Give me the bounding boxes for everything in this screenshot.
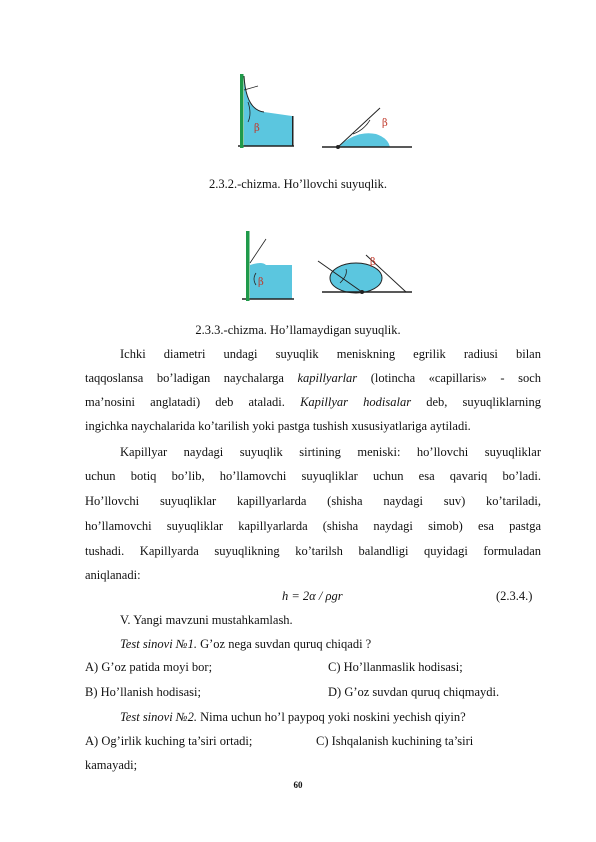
figure-wetting-liquid [228, 70, 418, 152]
formula: h = 2α / ρgr [282, 589, 343, 603]
test2-option-a: A) Og’irlik kuching ta’siri ortadi; [85, 734, 253, 748]
para2-line3: Ho’llovchi suyuqliklar kapillyarlarda (shisha naydagi suv) ko’tariladi, [85, 494, 541, 508]
para1-line2: taqqoslansa bo’ladigan naychalarga kapillyarlar (lotincha «capillaris» - soch [85, 371, 542, 385]
para2-line1: Kapillyar naydagi suyuqlik sirtining meniski: ho’llovchi suyuqliklar [120, 445, 541, 459]
test2-question: Test sinovi №2. Nima uchun ho’l paypoq yoki noskini yechish qiyin? [120, 710, 466, 724]
beta-label-right: β [382, 118, 388, 129]
para2-line4: ho’llamovchi suyuqliklar kapillyarlarda (shisha naydagi simob) esa pastga [85, 519, 541, 533]
test1-option-d: D) G’oz suvdan quruq chiqmaydi. [328, 685, 500, 699]
test1-option-a: A) G’oz patida moyi bor; [85, 660, 213, 674]
beta-label-left: β [254, 123, 260, 134]
equation-number: (2.3.4.) [496, 589, 533, 603]
test1-option-c: C) Ho’llanmaslik hodisasi; [328, 660, 463, 674]
test1-option-b: B) Ho’llanish hodisasi; [85, 685, 201, 699]
beta-label-right: β [370, 257, 376, 268]
section-heading: V. Yangi mavzuni mustahkamlash. [120, 613, 293, 627]
page-number: 60 [293, 780, 303, 790]
para1-line1: Ichki diametri undagi suyuqlik meniskning egrilik radiusi bilan [120, 347, 541, 361]
para1-line3: ma’nosini anglatadi) deb ataladi. Kapillyar hodisalar deb, suyuqliklarning [85, 395, 542, 409]
para2-line5: tushadi. Kapillyarda suyuqlikning ko’tarilsh balandligi quyidagi formuladan [85, 544, 541, 558]
test2-option-c: C) Ishqalanish kuchining ta’siri [316, 734, 474, 748]
beta-label-left: β [258, 277, 264, 288]
figure-caption-1: 2.3.2.-chizma. Ho’llovchi suyuqlik. [208, 177, 388, 191]
figure-nonwetting-liquid [236, 225, 416, 305]
para2-line6: aniqlanadi: [85, 568, 141, 582]
para2-line2: uchun botiq bo’lib, ho’llamovchi suyuqliklar uchun esa qavariq bo’ladi. [85, 469, 541, 483]
para1-line4: ingichka naychalarida ko’tarilish yoki pastga tushish xususiyatlariga aytiladi. [85, 419, 471, 433]
test2-option-a-continued: kamayadi; [85, 758, 138, 772]
test1-question: Test sinovi №1. G’oz nega suvdan quruq chiqadi ? [120, 637, 372, 651]
figure-caption-2: 2.3.3.-chizma. Ho’llamaydigan suyuqlik. [195, 323, 401, 337]
